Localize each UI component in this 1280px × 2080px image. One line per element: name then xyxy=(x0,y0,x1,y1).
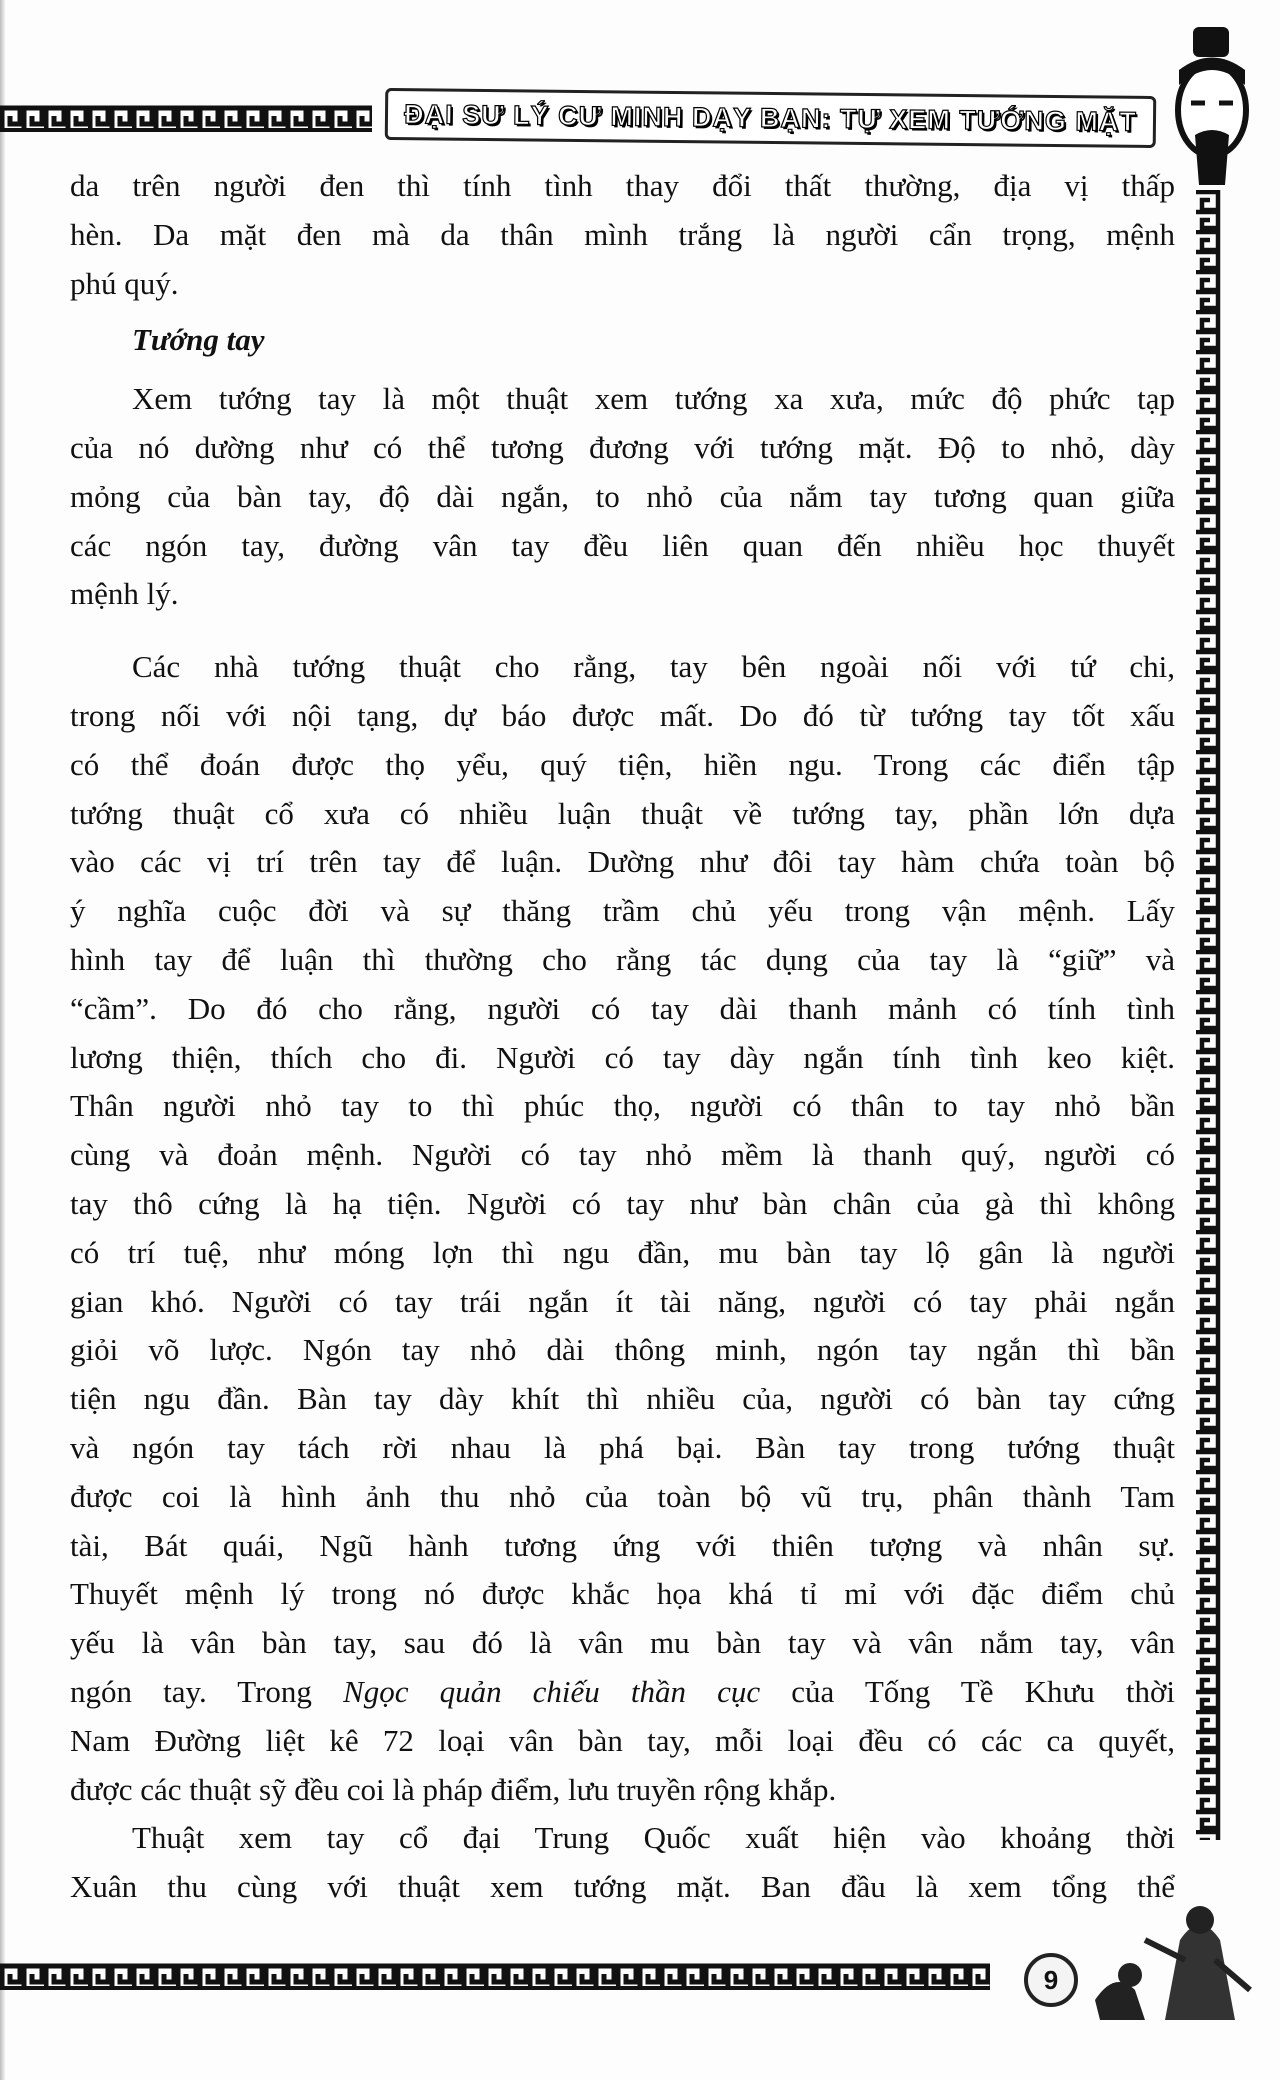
top-greek-key-border xyxy=(0,104,372,134)
italic-line-after: của Tống Tề Khưu thời xyxy=(760,1673,1176,1709)
text-line: Nam Đường liệt kê 72 loại vân bàn tay, mỗi loại đều có các ca quyết, xyxy=(70,1722,1175,1758)
text-line: có thể đoán được thọ yểu, quý tiện, hiền ngu. Trong các điển tập xyxy=(70,746,1175,782)
text-line: và ngón tay tách rời nhau là phá bại. Bàn tay trong tướng thuật xyxy=(70,1429,1175,1465)
text-line: hèn. Da mặt đen mà da thân mình trắng là người cẩn trọng, mệnh xyxy=(70,216,1175,252)
text-line: tài, Bát quái, Ngũ hành tương ứng với thiên tượng và nhân sự. xyxy=(70,1527,1175,1563)
paragraph-4 xyxy=(70,1814,1175,1912)
paragraph-1 xyxy=(70,162,1175,308)
text-line xyxy=(70,1668,1175,1717)
text-line: gian khó. Người có tay trái ngắn ít tài năng, người có tay phải ngắn xyxy=(70,1283,1175,1319)
text-line: tay thô cứng là hạ tiện. Người có tay như bàn chân của gà thì không xyxy=(70,1185,1175,1221)
text-line: Xem tướng tay là một thuật xem tướng xa xưa, mức độ phức tạp xyxy=(132,381,1175,417)
text-line: mỏng của bàn tay, độ dài ngắn, to nhỏ của nắm tay tương quan giữa xyxy=(70,478,1175,514)
figures-illustration xyxy=(1085,1880,1255,2030)
text-line: được các thuật sỹ đều coi là pháp điểm, lưu truyền rộng khắp. xyxy=(70,1771,837,1807)
text-line: ý nghĩa cuộc đời và sự thăng trầm chủ yếu trong vận mệnh. Lấy xyxy=(70,893,1175,929)
text-line: tiện ngu đần. Bàn tay dày khít thì nhiều của, người có bàn tay cứng xyxy=(70,1381,1175,1417)
text-line: các ngón tay, đường vân tay đều liên quan đến nhiều học thuyết xyxy=(70,527,1175,563)
text-line: da trên người đen thì tính tình thay đổi thất thường, địa vị thấp xyxy=(70,168,1175,203)
text-line: hình tay để luận thì thường cho rằng tác dụng của tay là “giữ” và xyxy=(70,941,1175,977)
text-line: tướng thuật cổ xưa có nhiều luận thuật về tướng tay, phần lớn dựa xyxy=(70,795,1175,831)
text-line: trong nối với nội tạng, dự báo được mất. Do đó từ tướng tay tốt xấu xyxy=(70,697,1175,733)
paragraph-2 xyxy=(70,375,1175,619)
page-spine-shadow xyxy=(0,0,6,2080)
italic-line-before: ngón tay. Trong xyxy=(70,1673,344,1709)
text-line: Thuyết mệnh lý trong nó được khắc họa khá tỉ mỉ với đặc điểm chủ xyxy=(70,1576,1175,1612)
text-line: Các nhà tướng thuật cho rằng, tay bên ngoài nối với tứ chi, xyxy=(132,649,1175,685)
text-line: yếu là vân bàn tay, sau đó là vân mu bàn tay và vân nắm tay, vân xyxy=(70,1625,1175,1661)
text-line: vào các vị trí trên tay để luận. Dường như đôi tay hàm chứa toàn bộ xyxy=(70,844,1175,880)
page-body xyxy=(70,162,1175,1912)
bottom-greek-key-border xyxy=(0,1962,990,1992)
text-line: giỏi võ lược. Ngón tay nhỏ dài thông minh, ngón tay ngắn thì bần xyxy=(70,1332,1175,1368)
text-line: phú quý. xyxy=(70,265,179,301)
text-line: “cầm”. Do đó cho rằng, người có tay dài thanh mảnh có tính tình xyxy=(70,990,1175,1026)
page-number: 9 xyxy=(1024,1953,1078,2007)
text-line: cùng và đoản mệnh. Người có tay nhỏ mềm là thanh quý, người có xyxy=(70,1137,1175,1173)
section-heading: Tướng tay xyxy=(132,322,265,358)
text-line: lương thiện, thích cho đi. Người có tay dày ngắn tính tình keo kiệt. xyxy=(70,1039,1175,1075)
paragraph-3 xyxy=(70,643,1175,1814)
text-line: có trí tuệ, như móng lợn thì ngu đần, mu bàn tay lộ gân là người xyxy=(70,1234,1175,1270)
text-line: của nó dường như có thể tương đương với tướng mặt. Độ to nhỏ, dày xyxy=(70,429,1175,465)
text-line: được coi là hình ảnh thu nhỏ của toàn bộ vũ trụ, phân thành Tam xyxy=(70,1478,1175,1514)
text-line: mệnh lý. xyxy=(70,576,179,612)
text-line: Xuân thu cùng với thuật xem tướng mặt. Ban đầu là xem tổng thể xyxy=(70,1869,1175,1905)
book-title: Ngọc quản chiếu thần cục xyxy=(343,1673,761,1709)
scholar-face-illustration xyxy=(1165,25,1260,190)
text-line: Thuật xem tay cổ đại Trung Quốc xuất hiện vào khoảng thời xyxy=(132,1820,1175,1856)
right-greek-key-border xyxy=(1192,190,1224,1840)
text-line: Thân người nhỏ tay to thì phúc thọ, người có thân to tay nhỏ bần xyxy=(70,1088,1175,1124)
running-title: ĐẠI SƯ LÝ CƯ MINH DẠY BẠN: TỰ XEM TƯỚNG MẶT xyxy=(404,98,1137,137)
running-title-banner xyxy=(385,88,1157,148)
